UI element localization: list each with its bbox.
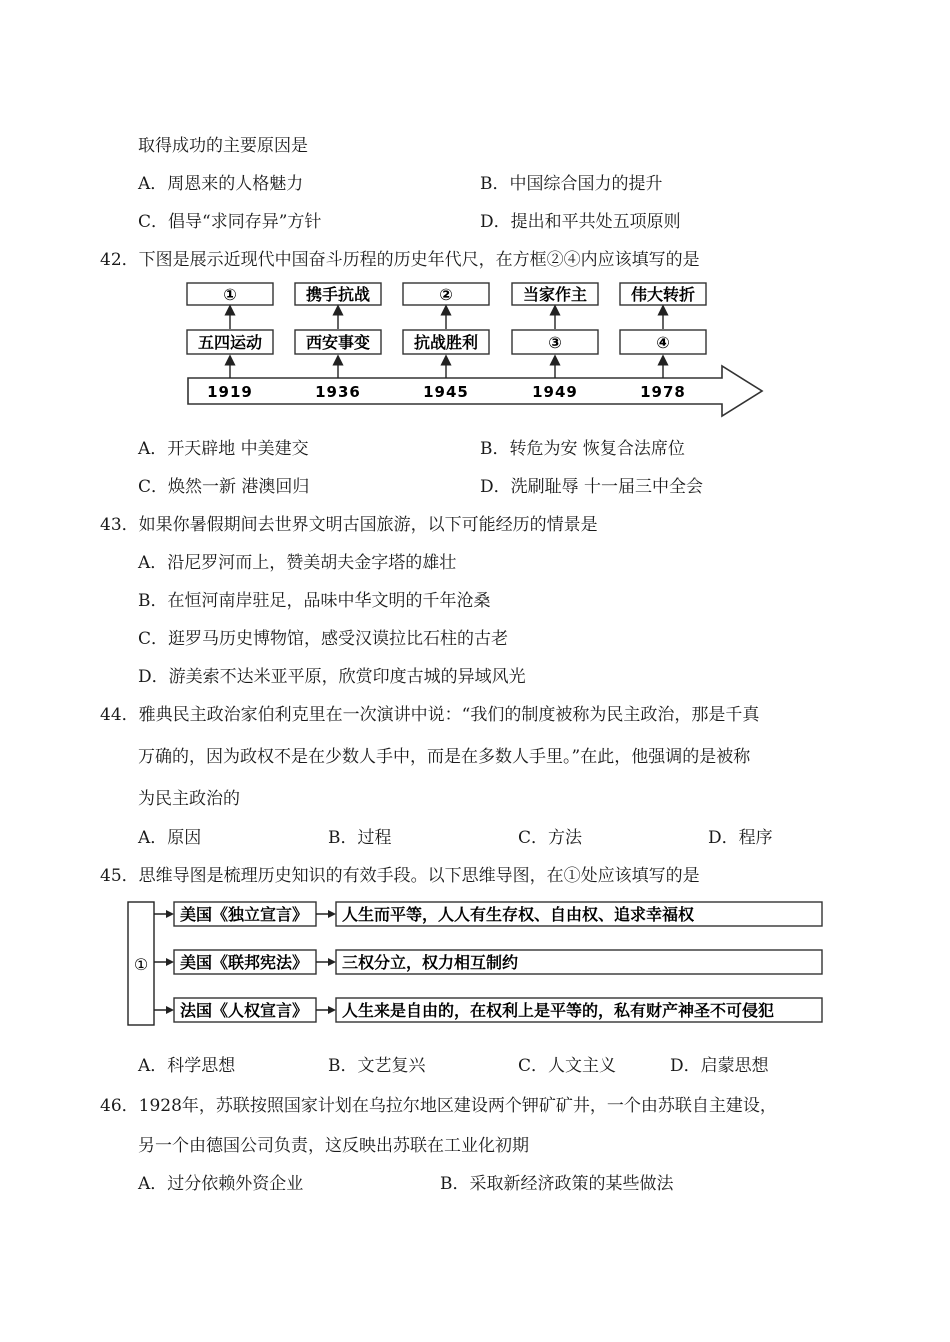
timeline-top-label-4: 当家作主 <box>522 285 588 304</box>
timeline-top-label-1: ① <box>223 285 237 304</box>
q45-option-b[interactable]: B．文艺复兴 <box>328 1056 426 1076</box>
timeline-mid-label-4: ③ <box>548 333 562 352</box>
timeline-top-label-3: ② <box>439 285 453 304</box>
q43-stem: 43．如果你暑假期间去世界文明古国旅游，以下可能经历的情景是 <box>100 515 598 535</box>
q46-stem-line-1: 46．1928年，苏联按照国家计划在乌拉尔地区建设两个钾矿矿井，一个由苏联自主建设， <box>100 1096 777 1116</box>
mind-map-link-arrowhead-3 <box>328 1006 336 1014</box>
q46-option-a[interactable]: A．过分依赖外资企业 <box>138 1174 304 1194</box>
timeline-mid-label-3: 抗战胜利 <box>413 333 479 352</box>
mind-map-content-label-1: 人生而平等，人人有生存权、自由权、追求幸福权 <box>342 905 695 924</box>
q43-option-a[interactable]: A．沿尼罗河而上，赞美胡夫金字塔的雄壮 <box>138 553 457 573</box>
q44-stem-line-1: 44．雅典民主政治家伯利克里在一次演讲中说：“我们的制度被称为民主政治，那是千真 <box>100 705 760 725</box>
q44-stem-line-2: 万确的，因为政权不是在少数人手中，而是在多数人手里。”在此，他强调的是被称 <box>138 747 751 767</box>
mind-map-content-label-3: 人生来是自由的，在权利上是平等的，私有财产神圣不可侵犯 <box>342 1001 775 1020</box>
q45-stem: 45．思维导图是梳理历史知识的有效手段。以下思维导图，在①处应该填写的是 <box>100 866 700 886</box>
q42-option-a[interactable]: A．开天辟地 中美建交 <box>138 439 309 459</box>
mind-map-arrowhead-1 <box>166 910 174 918</box>
history-timeline <box>0 282 950 422</box>
mind-map-arrowhead-2 <box>166 958 174 966</box>
timeline-mid-label-5: ④ <box>656 333 670 352</box>
q45-option-c[interactable]: C．人文主义 <box>518 1056 617 1076</box>
q44-option-c[interactable]: C．方法 <box>518 828 583 848</box>
timeline-year-1: 1919 <box>207 383 253 401</box>
mind-map-doc-label-2: 美国《联邦宪法》 <box>180 953 309 972</box>
q42-stem: 42．下图是展示近现代中国奋斗历程的历史年代尺，在方框②④内应该填写的是 <box>100 250 700 270</box>
mind-map <box>0 896 950 1028</box>
timeline-year-4: 1949 <box>532 383 578 401</box>
timeline-year-2: 1936 <box>315 383 361 401</box>
q41-option-a[interactable]: A．周恩来的人格魅力 <box>138 174 304 194</box>
mind-map-arrowhead-3 <box>166 1006 174 1014</box>
mind-map-doc-label-1: 美国《独立宣言》 <box>180 905 309 924</box>
q43-option-c[interactable]: C．逛罗马历史博物馆，感受汉谟拉比石柱的古老 <box>138 629 509 649</box>
q45-option-a[interactable]: A．科学思想 <box>138 1056 236 1076</box>
q44-option-b[interactable]: B．过程 <box>328 828 392 848</box>
q42-option-b[interactable]: B．转危为安 恢复合法席位 <box>480 439 685 459</box>
q41-option-b[interactable]: B．中国综合国力的提升 <box>480 174 663 194</box>
mind-map-root-label: ① <box>133 955 149 974</box>
q44-option-a[interactable]: A．原因 <box>138 828 202 848</box>
timeline-top-label-2: 携手抗战 <box>305 285 371 304</box>
q43-option-d[interactable]: D．游美索不达米亚平原，欣赏印度古城的异域风光 <box>138 667 526 687</box>
timeline-top-label-5: 伟大转折 <box>630 285 696 304</box>
q41-stem-tail: 取得成功的主要原因是 <box>138 136 308 156</box>
mind-map-doc-label-3: 法国《人权宣言》 <box>180 1001 309 1020</box>
q41-option-d[interactable]: D．提出和平共处五项原则 <box>480 212 681 232</box>
timeline-year-3: 1945 <box>423 383 469 401</box>
mind-map-content-label-2: 三权分立，权力相互制约 <box>342 953 519 972</box>
q46-stem-line-2: 另一个由德国公司负责，这反映出苏联在工业化初期 <box>138 1136 529 1156</box>
q42-option-d[interactable]: D．洗刷耻辱 十一届三中全会 <box>480 477 704 497</box>
q42-option-c[interactable]: C．焕然一新 港澳回归 <box>138 477 310 497</box>
mind-map-link-arrowhead-1 <box>328 910 336 918</box>
timeline-year-5: 1978 <box>640 383 686 401</box>
q45-option-d[interactable]: D．启蒙思想 <box>670 1056 769 1076</box>
timeline-mid-label-1: 五四运动 <box>197 333 263 352</box>
timeline-mid-label-2: 西安事变 <box>305 333 371 352</box>
q44-stem-line-3: 为民主政治的 <box>138 789 240 809</box>
mind-map-link-arrowhead-2 <box>328 958 336 966</box>
q41-option-c[interactable]: C．倡导“求同存异”方针 <box>138 212 322 232</box>
q46-option-b[interactable]: B．采取新经济政策的某些做法 <box>440 1174 674 1194</box>
q44-option-d[interactable]: D．程序 <box>708 828 773 848</box>
q43-option-b[interactable]: B．在恒河南岸驻足，品味中华文明的千年沧桑 <box>138 591 491 611</box>
